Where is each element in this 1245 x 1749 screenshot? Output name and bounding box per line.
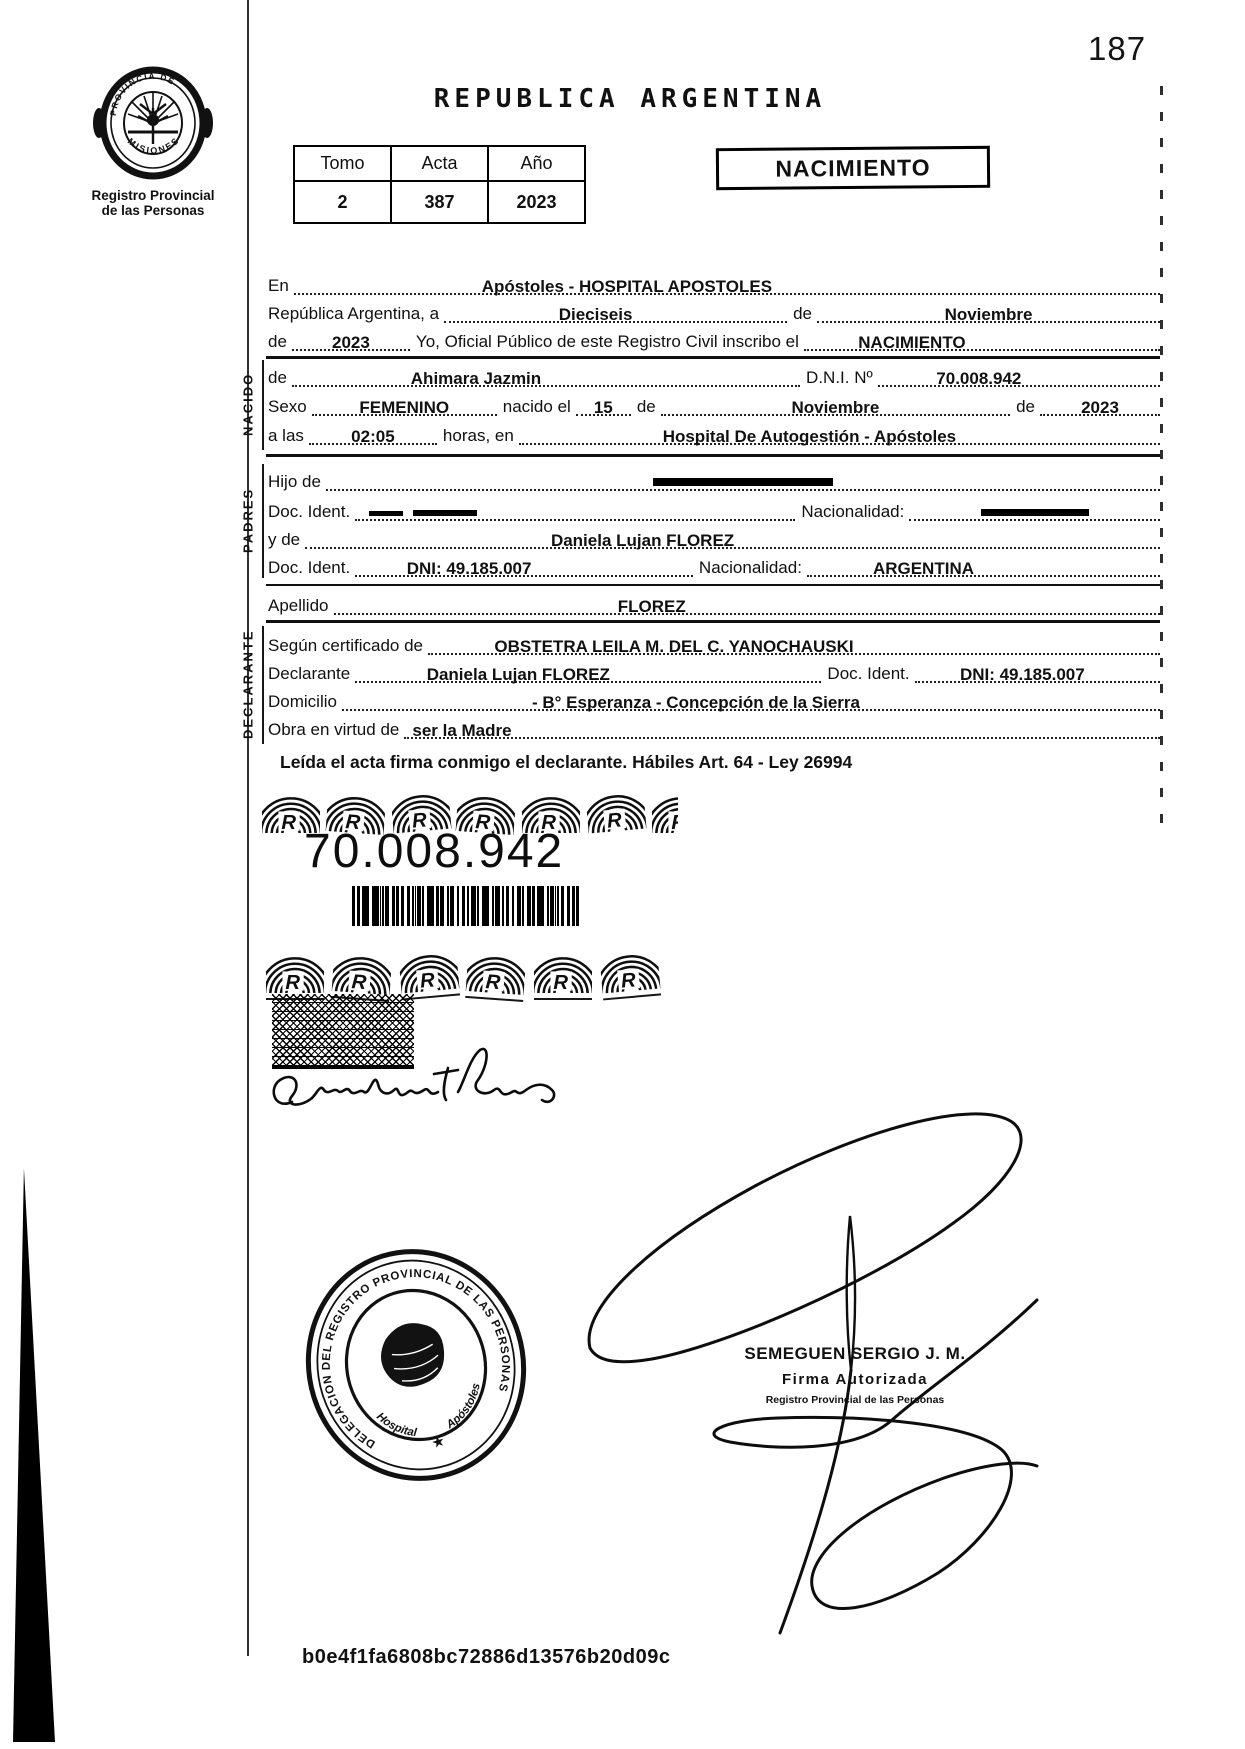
field-value: Daniela Lujan FLOREZ — [426, 665, 610, 684]
section-label-nacido: NACIDO — [240, 372, 256, 436]
page-number: 187 — [1088, 30, 1147, 67]
seal-caption — [70, 188, 236, 218]
form-row-doc-madre — [268, 550, 1160, 577]
field-label: de — [636, 397, 656, 416]
section-label-padres: PADRES — [240, 487, 256, 553]
fingerprint-stamp — [266, 946, 324, 1000]
stamp-outer-text: DELEGACION DEL REGISTRO PROVINCIAL DE LAS PERSONAS — [320, 1268, 512, 1450]
newborn-dni-number: 70.008.942 — [304, 825, 565, 878]
field-value: NACIMIENTO — [858, 333, 966, 352]
field-line — [334, 598, 1161, 615]
field-label: Yo, Oficial Público de este Registro Civil inscribo el — [415, 332, 799, 351]
field-line — [292, 370, 800, 387]
field-value: DNI: 49.185.007 — [406, 559, 532, 578]
form-row-doc-padre — [268, 494, 1160, 521]
field-label: Obra en virtud de — [268, 720, 400, 739]
field-label: Domicilio — [268, 692, 337, 711]
field-label: de — [1016, 397, 1035, 416]
col-tomo: Tomo — [294, 146, 391, 181]
field-line — [909, 509, 1160, 521]
form-row-anio-inscripcion — [268, 324, 1160, 351]
scan-artifact-wedge — [13, 1168, 55, 1742]
field-value: Noviembre — [944, 305, 1033, 324]
section-separator — [266, 356, 1160, 359]
col-acta: Acta — [391, 146, 488, 181]
seal-arc-top: PROVINCIA DE — [107, 70, 178, 117]
field-line — [519, 428, 1160, 445]
field-label: D.N.I. Nº — [806, 368, 873, 387]
field-label: Nacionalidad: — [698, 558, 802, 577]
field-line — [326, 478, 1160, 491]
section-bracket — [262, 360, 264, 450]
field-line — [444, 306, 787, 323]
field-line — [428, 638, 1160, 655]
field-label: de — [268, 368, 287, 387]
field-label: Doc. Ident. — [827, 664, 910, 683]
form-row-fecha — [268, 296, 1160, 323]
seal-arc-bottom: MISIONES — [125, 134, 182, 156]
fingerprint-row-2 — [266, 946, 668, 1000]
form-row-domicilio — [268, 684, 1160, 711]
field-label: Hijo de — [268, 472, 321, 491]
field-value: Noviembre — [791, 398, 880, 417]
field-line — [661, 399, 1010, 416]
document-hash: b0e4f1fa6808bc72886d13576b20d09c — [302, 1646, 671, 1668]
field-label: Doc. Ident. — [268, 558, 351, 577]
field-label: a las — [268, 426, 304, 445]
field-value: Hospital De Autogestión - Apóstoles — [662, 427, 957, 446]
authorized-signer-role: Firma Autorizada — [782, 1371, 928, 1388]
field-line — [804, 334, 1160, 351]
field-label: Apellido — [268, 596, 329, 615]
form-row-madre — [268, 522, 1160, 549]
val-anio: 2023 — [488, 181, 585, 223]
field-value: 02:05 — [351, 427, 395, 446]
field-line — [807, 560, 1160, 577]
field-label: Sexo — [268, 397, 307, 416]
form-row-certificado — [268, 628, 1160, 655]
col-anio: Año — [488, 146, 585, 181]
seal-caption-line2: de las Personas — [101, 203, 205, 218]
section-separator — [266, 584, 1160, 586]
authorized-signer-name: SEMEGUEN SERGIO J. M. — [744, 1344, 966, 1363]
stamp-inner-left-text: Hospital — [373, 1410, 418, 1440]
field-line — [404, 722, 1160, 739]
field-line — [294, 278, 1160, 295]
fingerprint-stamp — [398, 942, 460, 1001]
field-label: Nacionalidad: — [801, 502, 905, 521]
form-row-nombre — [268, 360, 1160, 387]
section-bracket — [262, 626, 264, 744]
field-line — [576, 399, 631, 416]
field-line — [355, 560, 693, 577]
authorization-block — [735, 1344, 975, 1406]
field-label: y de — [268, 530, 301, 549]
field-label: Declarante — [268, 664, 351, 683]
field-value: 15 — [593, 398, 613, 417]
stamp-star-icon: ★ — [429, 1432, 448, 1453]
closing-statement: Leída el acta firma conmigo el declarante. Hábiles Art. 64 - Ley 26994 — [280, 752, 853, 772]
field-line — [292, 334, 410, 351]
field-value: OBSTETRA LEILA M. DEL C. YANOCHAUSKI — [494, 637, 854, 656]
field-value: ser la Madre — [412, 721, 512, 740]
right-dashed-fold-line — [1160, 86, 1163, 832]
field-value: Dieciseis — [558, 305, 633, 324]
field-label: de — [268, 332, 287, 351]
field-line — [355, 510, 795, 521]
field-label: Según certificado de — [268, 636, 423, 655]
fingerprint-stamp — [534, 946, 592, 1000]
redaction-mark — [369, 511, 403, 516]
tree-icon — [138, 104, 168, 144]
field-value: Apóstoles - HOSPITAL APOSTOLES — [481, 277, 773, 296]
authorized-signer-office: Registro Provincial de las Personas — [765, 1394, 945, 1406]
redaction-bar — [653, 478, 833, 486]
field-line — [305, 532, 1160, 549]
field-value: Ahimara Jazmin — [410, 369, 542, 388]
field-line — [878, 370, 1160, 387]
section-separator — [266, 620, 1160, 623]
form-row-apellido — [268, 588, 1160, 615]
record-reference-table — [293, 145, 586, 224]
document-title: REPUBLICA ARGENTINA — [433, 84, 827, 114]
barcode — [352, 886, 582, 926]
field-value: FEMENINO — [359, 398, 450, 417]
field-label: República Argentina, a — [268, 304, 440, 323]
field-label: Doc. Ident. — [268, 502, 351, 521]
form-row-obra — [268, 712, 1160, 739]
val-tomo: 2 — [294, 181, 391, 223]
fingerprint-stamp — [465, 944, 527, 1002]
left-fold-line — [247, 0, 249, 1656]
redaction-bar — [981, 509, 1089, 516]
form-row-declarante — [268, 656, 1160, 683]
redaction-mark — [413, 510, 477, 516]
field-label: horas, en — [442, 426, 514, 445]
section-bracket — [262, 464, 264, 578]
provincial-seal — [86, 66, 220, 186]
field-value: 70.008.942 — [936, 369, 1022, 388]
field-value: DNI: 49.185.007 — [959, 665, 1085, 684]
fingerprint-stamp — [599, 942, 661, 1001]
field-value: 2023 — [332, 333, 370, 352]
fingerprint-stamp-partial — [652, 786, 678, 838]
form-row-en — [268, 268, 1160, 295]
field-line — [312, 399, 497, 416]
form-row-sexo-fecha — [268, 389, 1160, 416]
fingerprint-stamp — [585, 782, 647, 839]
field-label: de — [793, 304, 812, 323]
field-value: ARGENTINA — [872, 559, 974, 578]
field-line — [309, 428, 437, 445]
seal-caption-line1: Registro Provincial — [91, 188, 215, 203]
field-value: - B° Esperanza - Concepción de la Sierra — [531, 693, 860, 712]
stamp-inner-right-text: Apóstoles — [444, 1382, 483, 1432]
field-value: Daniela Lujan FLOREZ — [550, 531, 735, 550]
stamp-center-emblem — [373, 1315, 453, 1394]
field-line — [915, 666, 1160, 683]
val-acta: 387 — [391, 181, 488, 223]
form-row-hora-lugar — [268, 418, 1160, 445]
field-line — [1040, 399, 1160, 416]
section-label-declarante: DECLARANTE — [240, 629, 256, 739]
field-label: En — [268, 276, 289, 295]
record-type-box: NACIMIENTO — [716, 146, 990, 190]
section-separator — [266, 454, 1160, 457]
field-line — [817, 306, 1160, 323]
field-value: FLOREZ — [617, 597, 686, 616]
field-label: nacido el — [502, 397, 571, 416]
field-line — [342, 694, 1160, 711]
field-value: 2023 — [1081, 398, 1119, 417]
form-row-padre — [268, 464, 1160, 491]
field-line — [355, 666, 821, 683]
